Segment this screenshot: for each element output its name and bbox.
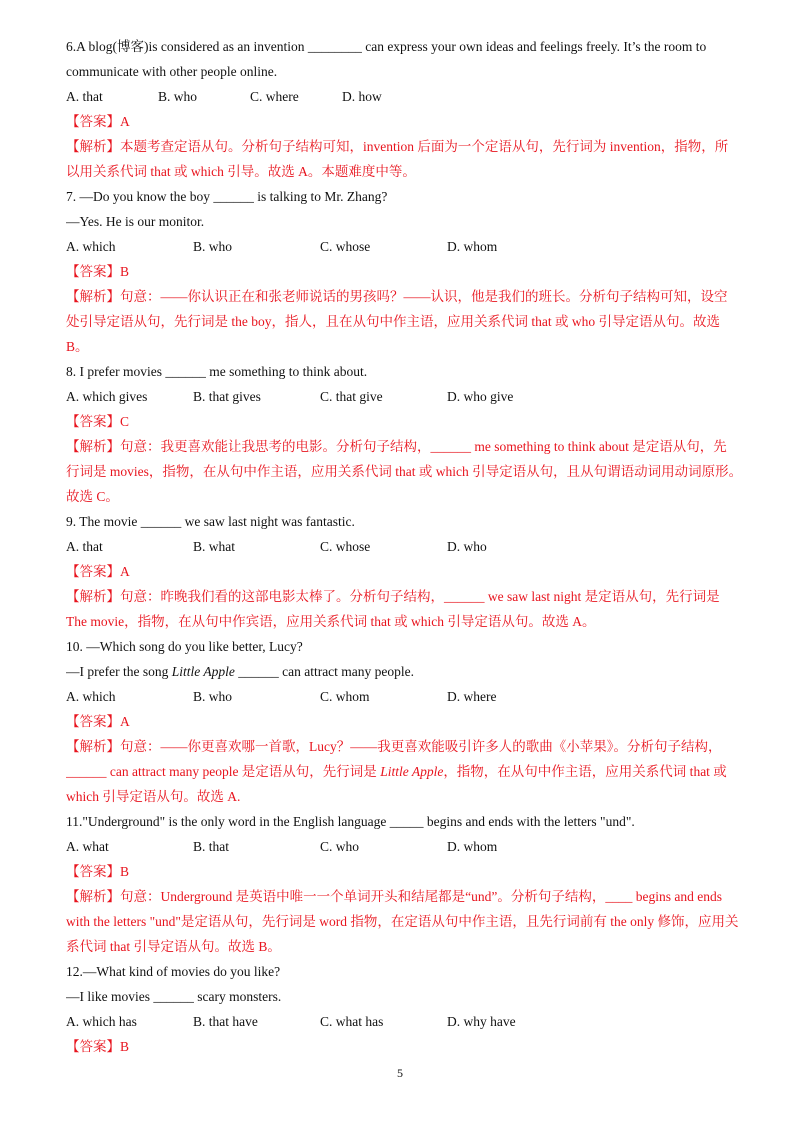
question-7-explanation-end: B。 [66,339,89,354]
question-7-explanation: 【解析】句意：——你认识正在和张老师说话的男孩吗？——认识，他是我们的班长。分析句子结构可知，设空 [66,289,728,304]
question-12-reply: —I like movies ______ scary monsters. [66,989,282,1004]
option-b: B. that have [193,1014,258,1029]
option-c: C. whose [320,539,371,554]
question-8-explanation: 【解析】句意：我更喜欢能让我思考的电影。分析句子结构，______ me something to think about 是定语从句，先 [66,439,727,454]
question-11-answer: 【答案】B [66,864,130,879]
question-11-explanation-end: 系代词 that 引导定语从句。故选 B。 [66,939,281,954]
question-9-explanation: 【解析】句意：昨晚我们看的这部电影太棒了。分析句子结构，______ we saw last night 是定语从句，先行词是 [66,589,720,604]
option-c: C. that give [320,389,383,404]
reply-text: —I prefer the song [66,664,172,679]
question-10-stem: 10. —Which song do you like better, Lucy? [66,639,303,654]
question-6-stem: 6.A blog(博客)is considered as an invention ________ can express your own ideas and feelings freely. It’s the room to [66,39,707,54]
question-6-explanation: 【解析】本题考查定语从句。分析句子结构可知，invention 后面为一个定语从句，先行词为 invention，指物，所 [66,139,729,154]
question-6-options [66,84,762,109]
question-7-explanation-cont: 处引导定语从句，先行词是 the boy，指人，且在从句中作主语，应用关系代词 that 或 who 引导定语从句。故选 [66,314,720,329]
question-8-options [66,384,762,409]
question-10-explanation: 【解析】句意：——你更喜欢哪一首歌，Lucy？——我更喜欢能吸引许多人的歌曲《小苹果》。分析句子结构， [66,739,722,754]
question-11-options [66,834,762,859]
question-9-answer: 【答案】A [66,564,130,579]
question-10-explanation-end: which 引导定语从句。故选 A. [66,789,241,804]
option-b: B. that gives [193,389,261,404]
option-d: D. who give [447,389,514,404]
question-6-explanation-cont: 以用关系代词 that 或 which 引导。故选 A。本题难度中等。 [66,164,416,179]
option-b: B. who [158,89,198,104]
song-title: Little Apple [380,764,444,779]
question-11-stem: 11."Underground" is the only word in the English language _____ begins and ends with the letters "und". [66,814,635,829]
question-10-reply [66,659,762,684]
option-c: C. whose [320,239,371,254]
question-7-answer: 【答案】B [66,264,130,279]
option-c: C. who [320,839,360,854]
question-10-explanation-cont [66,759,762,784]
option-a: A. what [66,839,109,854]
question-12-stem: 12.—What kind of movies do you like? [66,964,281,979]
question-10-options [66,684,762,709]
question-8-explanation-end: 故选 C。 [66,489,119,504]
option-a: A. which has [66,1014,137,1029]
question-8-explanation-cont: 行词是 movies，指物，在从句中作主语，应用关系代词 that 或 which 引导定语从句，且从句谓语动词用动词原形。 [66,464,743,479]
option-a: A. which [66,239,116,254]
option-d: D. who [447,539,487,554]
reply-text-end: ______ can attract many people. [234,664,415,679]
question-12-answer: 【答案】B [66,1039,130,1054]
option-a: A. which [66,689,116,704]
option-d: D. whom [447,239,498,254]
question-11-explanation: 【解析】句意：Underground 是英语中唯一一个单词开头和结尾都是“und”。分析句子结构，____ begins and ends [66,889,722,904]
question-7-stem: 7. —Do you know the boy ______ is talking to Mr. Zhang? [66,189,388,204]
question-7-reply: —Yes. He is our monitor. [66,214,205,229]
explanation-text-end: ，指物，在从句中作主语，应用关系代词 that 或 [443,764,727,779]
option-b: B. that [193,839,229,854]
song-title: Little Apple [171,664,235,679]
question-12-options [66,1009,762,1034]
question-8-stem: 8. I prefer movies ______ me something to think about. [66,364,368,379]
option-a: A. which gives [66,389,148,404]
question-9-explanation-cont: The movie，指物，在从句中作宾语，应用关系代词 that 或 which 引导定语从句。故选 A。 [66,614,596,629]
question-10-answer: 【答案】A [66,714,130,729]
option-d: D. how [342,89,382,104]
option-a: A. that [66,89,103,104]
option-d: D. why have [447,1014,516,1029]
question-8-answer: 【答案】C [66,414,130,429]
explanation-text: ______ can attract many people 是定语从句，先行词是 [66,764,381,779]
question-6-answer: 【答案】A [66,114,130,129]
option-c: C. whom [320,689,370,704]
question-9-options [66,534,762,559]
option-c: C. what has [320,1014,384,1029]
question-7-options [66,234,762,259]
option-d: D. where [447,689,497,704]
page-number: 5 [397,1066,403,1080]
question-6-stem-cont: communicate with other people online. [66,64,278,79]
option-b: B. what [193,539,235,554]
option-a: A. that [66,539,103,554]
option-b: B. who [193,239,233,254]
option-b: B. who [193,689,233,704]
question-9-stem: 9. The movie ______ we saw last night was fantastic. [66,514,355,529]
question-11-explanation-cont: with the letters "und"是定语从句，先行词是 word 指物，在定语从句中作主语，且先行词前有 the only 修饰，应用关 [66,914,739,929]
option-d: D. whom [447,839,498,854]
option-c: C. where [250,89,299,104]
